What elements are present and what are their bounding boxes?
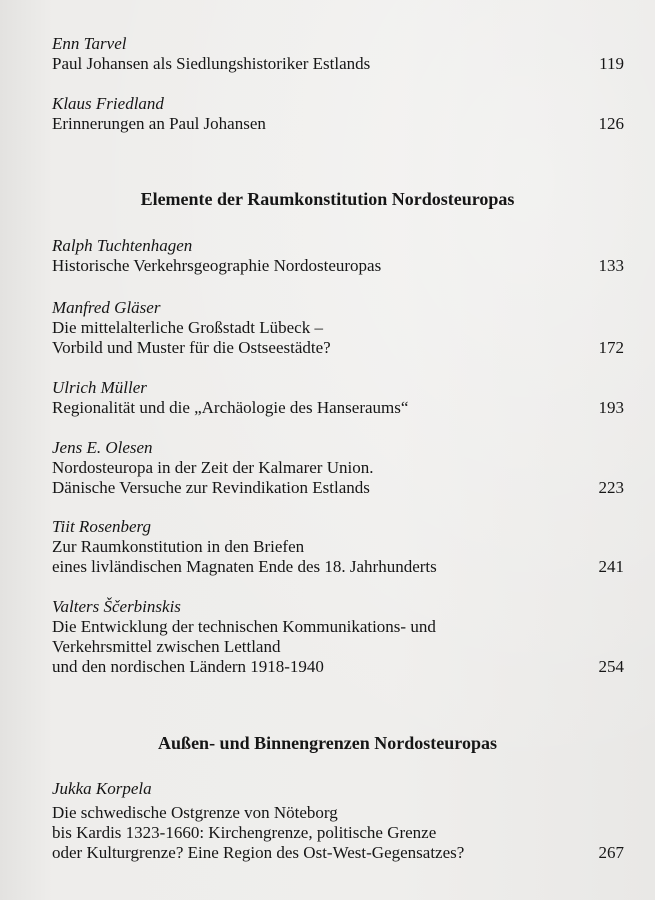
entry-page-number: 133 (598, 256, 624, 275)
entry-page-number: 223 (598, 478, 624, 497)
entry-page-number: 254 (598, 657, 624, 676)
entry-title-line: Regionalität und die „Archäologie des Hanseraums“ (52, 398, 409, 417)
entry-title-line: oder Kulturgrenze? Eine Region des Ost-West-Gegensatzes? (52, 843, 465, 862)
toc-entry (52, 438, 624, 498)
entry-title-line: Dänische Versuche zur Revindikation Estlands (52, 478, 370, 497)
entry-author: Enn Tarvel (52, 34, 127, 53)
entry-page-number: 193 (598, 398, 624, 417)
entry-title-line: Die schwedische Ostgrenze von Nöteborg (52, 803, 338, 822)
section-heading: Außen- und Binnengrenzen Nordosteuropas (158, 733, 497, 753)
entry-author: Klaus Friedland (52, 94, 164, 113)
entry-author: Ulrich Müller (52, 378, 147, 397)
entry-author: Manfred Gläser (52, 298, 161, 317)
entry-title-line: Erinnerungen an Paul Johansen (52, 114, 266, 133)
entry-page-number: 126 (598, 114, 624, 133)
entry-author: Tiit Rosenberg (52, 517, 152, 536)
entry-title-line: Die mittelalterliche Großstadt Lübeck – (52, 318, 323, 337)
section-heading: Elemente der Raumkonstitution Nordosteuropas (140, 189, 515, 209)
entry-author: Jens E. Olesen (52, 438, 153, 457)
toc-entry (52, 298, 624, 358)
entry-title-line: Die Entwicklung der technischen Kommunikations- und (52, 617, 436, 636)
toc-entry (52, 236, 624, 276)
toc-entry (52, 779, 624, 863)
entry-title-line: Zur Raumkonstitution in den Briefen (52, 537, 305, 556)
entry-page-number: 172 (598, 338, 624, 357)
entry-title-line: Paul Johansen als Siedlungshistoriker Estlands (52, 54, 371, 73)
entry-title-line: Verkehrsmittel zwischen Lettland (52, 637, 281, 656)
entry-title-line: Historische Verkehrsgeographie Nordosteuropas (52, 256, 382, 275)
entry-title-line: Vorbild und Muster für die Ostseestädte? (52, 338, 331, 357)
entry-author: Ralph Tuchtenhagen (52, 236, 193, 255)
toc-entry (52, 34, 624, 74)
entry-page-number: 241 (598, 557, 624, 576)
entry-title-line: bis Kardis 1323-1660: Kirchengrenze, politische Grenze (52, 823, 437, 842)
entry-page-number: 267 (598, 843, 624, 862)
entry-author: Jukka Korpela (52, 779, 152, 798)
toc-entry (52, 517, 624, 577)
entry-title-line: Nordosteuropa in der Zeit der Kalmarer Union. (52, 458, 374, 477)
toc-entry (52, 378, 624, 418)
entry-title-line: eines livländischen Magnaten Ende des 18. Jahrhunderts (52, 557, 437, 576)
toc-entry (52, 94, 624, 134)
toc-entry (52, 597, 624, 677)
entry-title-line: und den nordischen Ländern 1918-1940 (52, 657, 324, 676)
entry-page-number: 119 (599, 54, 624, 73)
entry-author: Valters Ščerbinskis (52, 597, 181, 616)
